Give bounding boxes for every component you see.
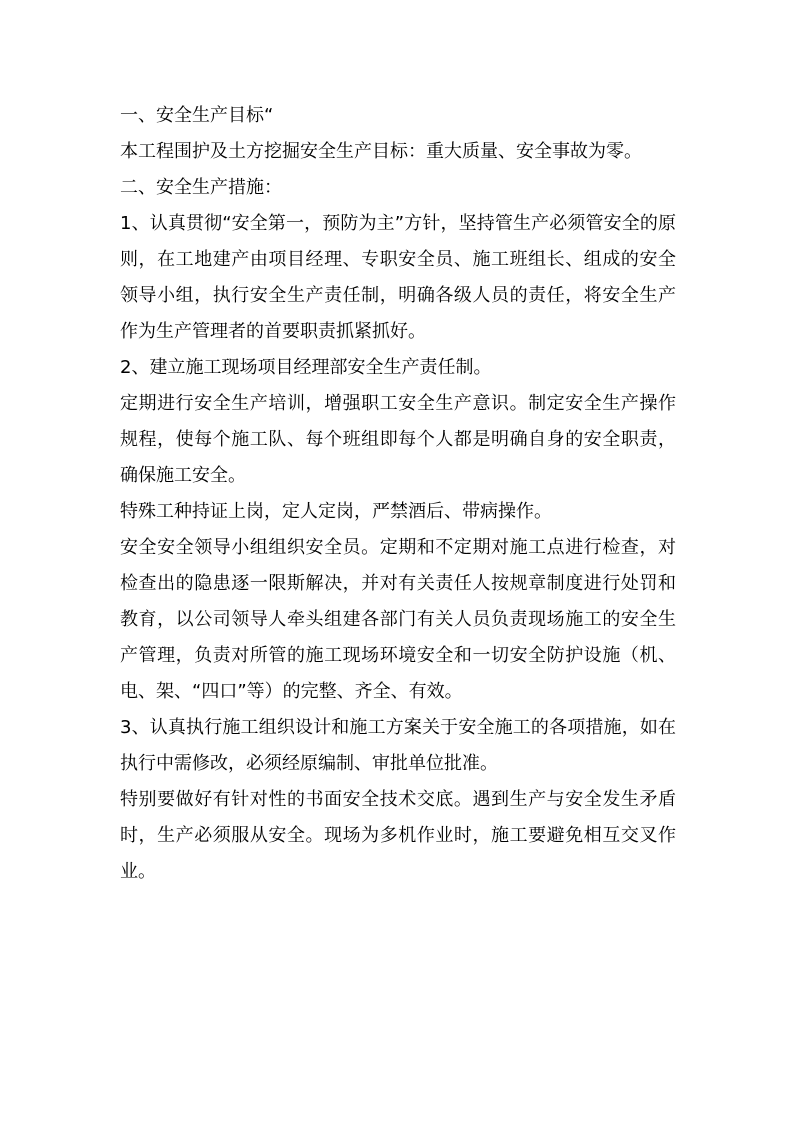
paragraph-inspection: 安全安全领导小组组织安全员。定期和不定期对施工点进行检查，对检查出的隐患逐一限斯解决，并对有关责任人按规章制度进行处罚和教育，以公司领导人牵头组建各部门有关人员负责现场施工的安全生产管理，负责对所管的施工现场环境安全和一切安全防护设施（机、电、架、“四口”等）的完整、齐全、有效。 [120, 537, 676, 702]
paragraph-measure-3: 3、认真执行施工组织设计和施工方案关于安全施工的各项措施，如在执行中需修改，必须经原编制、审批单位批准。 [120, 717, 676, 774]
paragraph-safety-goal: 本工程围护及土方挖掘安全生产目标：重大质量、安全事故为零。 [120, 141, 642, 162]
paragraph-special-workers: 特殊工种持证上岗，定人定岗，严禁酒后、带病操作。 [120, 501, 552, 522]
document-body [120, 98, 676, 890]
paragraph-training: 定期进行安全生产培训，增强职工安全生产意识。制定安全生产操作规程，使每个施工队、每个班组即每个人都是明确自身的安全职责，确保施工安全。 [120, 393, 676, 486]
paragraph-measure-2: 2、建立施工现场项目经理部安全生产责任制。 [120, 357, 492, 378]
paragraph-technical-briefing: 特别要做好有针对性的书面安全技术交底。遇到生产与安全发生矛盾时，生产必须服从安全。现场为多机作业时，施工要避免相互交叉作业。 [120, 789, 676, 882]
section-heading-safety-measures: 二、安全生产措施： [120, 177, 282, 198]
section-heading-safety-goal: 一、安全生产目标“ [120, 105, 274, 126]
paragraph-measure-1: 1、认真贯彻“安全第一，预防为主”方针，坚持管生产必须管安全的原则，在工地建产由项目经理、专职安全员、施工班组长、组成的安全领导小组，执行安全生产责任制，明确各级人员的责任，将安全生产作为生产管理者的首要职责抓紧抓好。 [120, 213, 676, 342]
